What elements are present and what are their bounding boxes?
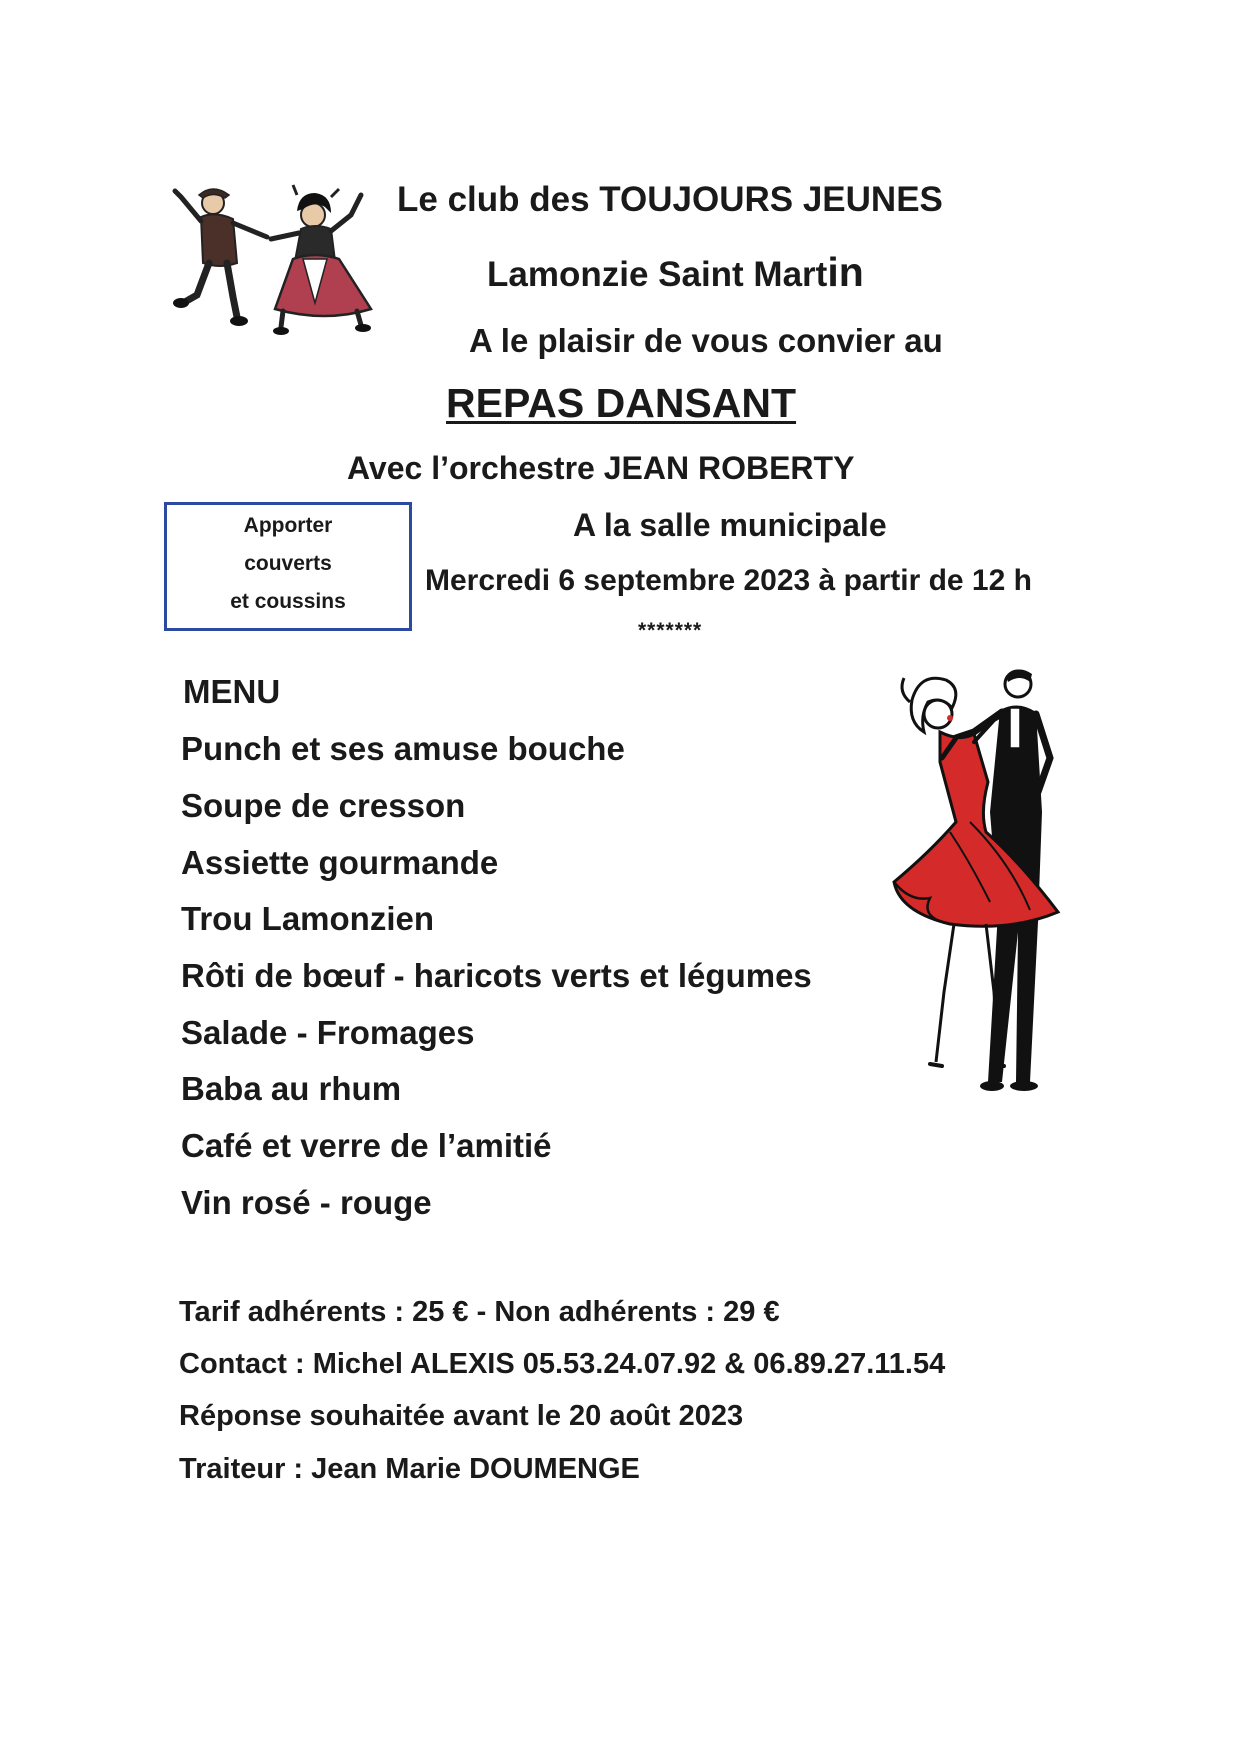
menu-item: Punch et ses amuse bouche: [181, 730, 625, 767]
venue-line: A la salle municipale: [573, 507, 887, 543]
menu-item: Vin rosé - rouge: [181, 1184, 432, 1221]
menu-heading: MENU: [183, 673, 281, 710]
menu-item: Assiette gourmande: [181, 844, 499, 881]
date-line: Mercredi 6 septembre 2023 à partir de 12 h: [425, 564, 1032, 597]
caterer-line: Traiteur : Jean Marie DOUMENGE: [179, 1453, 640, 1485]
menu-item: Salade - Fromages: [181, 1014, 475, 1051]
menu-item: Café et verre de l’amitié: [181, 1127, 552, 1164]
invite-line: A le plaisir de vous convier au: [469, 322, 943, 359]
club-name: Le club des TOUJOURS JEUNES: [397, 180, 943, 219]
bring-line: Apporter: [243, 514, 333, 537]
separator-stars: *******: [638, 619, 703, 642]
orchestra-line: Avec l’orchestre JEAN ROBERTY: [347, 450, 855, 486]
village-name-main: Lamonzie Saint Mart: [487, 255, 828, 294]
contact-line: Contact : Michel ALEXIS 05.53.24.07.92 & 06.89.27.11.54: [179, 1348, 946, 1380]
event-title: REPAS DANSANT: [446, 380, 797, 426]
menu-item: Trou Lamonzien: [181, 900, 435, 937]
bring-items-box: [164, 502, 412, 631]
folk-dancing-couple-illustration: [175, 185, 375, 345]
menu-item: Soupe de cresson: [181, 787, 466, 824]
village-name: [487, 249, 864, 295]
menu-item: Rôti de bœuf - haricots verts et légumes: [181, 957, 812, 994]
bring-line: et coussins: [230, 590, 346, 613]
ballroom-dancing-couple-illustration: [890, 662, 1070, 1102]
reply-deadline-line: Réponse souhaitée avant le 20 août 2023: [179, 1400, 744, 1432]
bring-line: couverts: [244, 552, 332, 575]
price-line: Tarif adhérents : 25 € - Non adhérents : 29 €: [179, 1296, 780, 1328]
menu-item: Baba au rhum: [181, 1070, 402, 1107]
village-name-tail: in: [827, 249, 864, 295]
